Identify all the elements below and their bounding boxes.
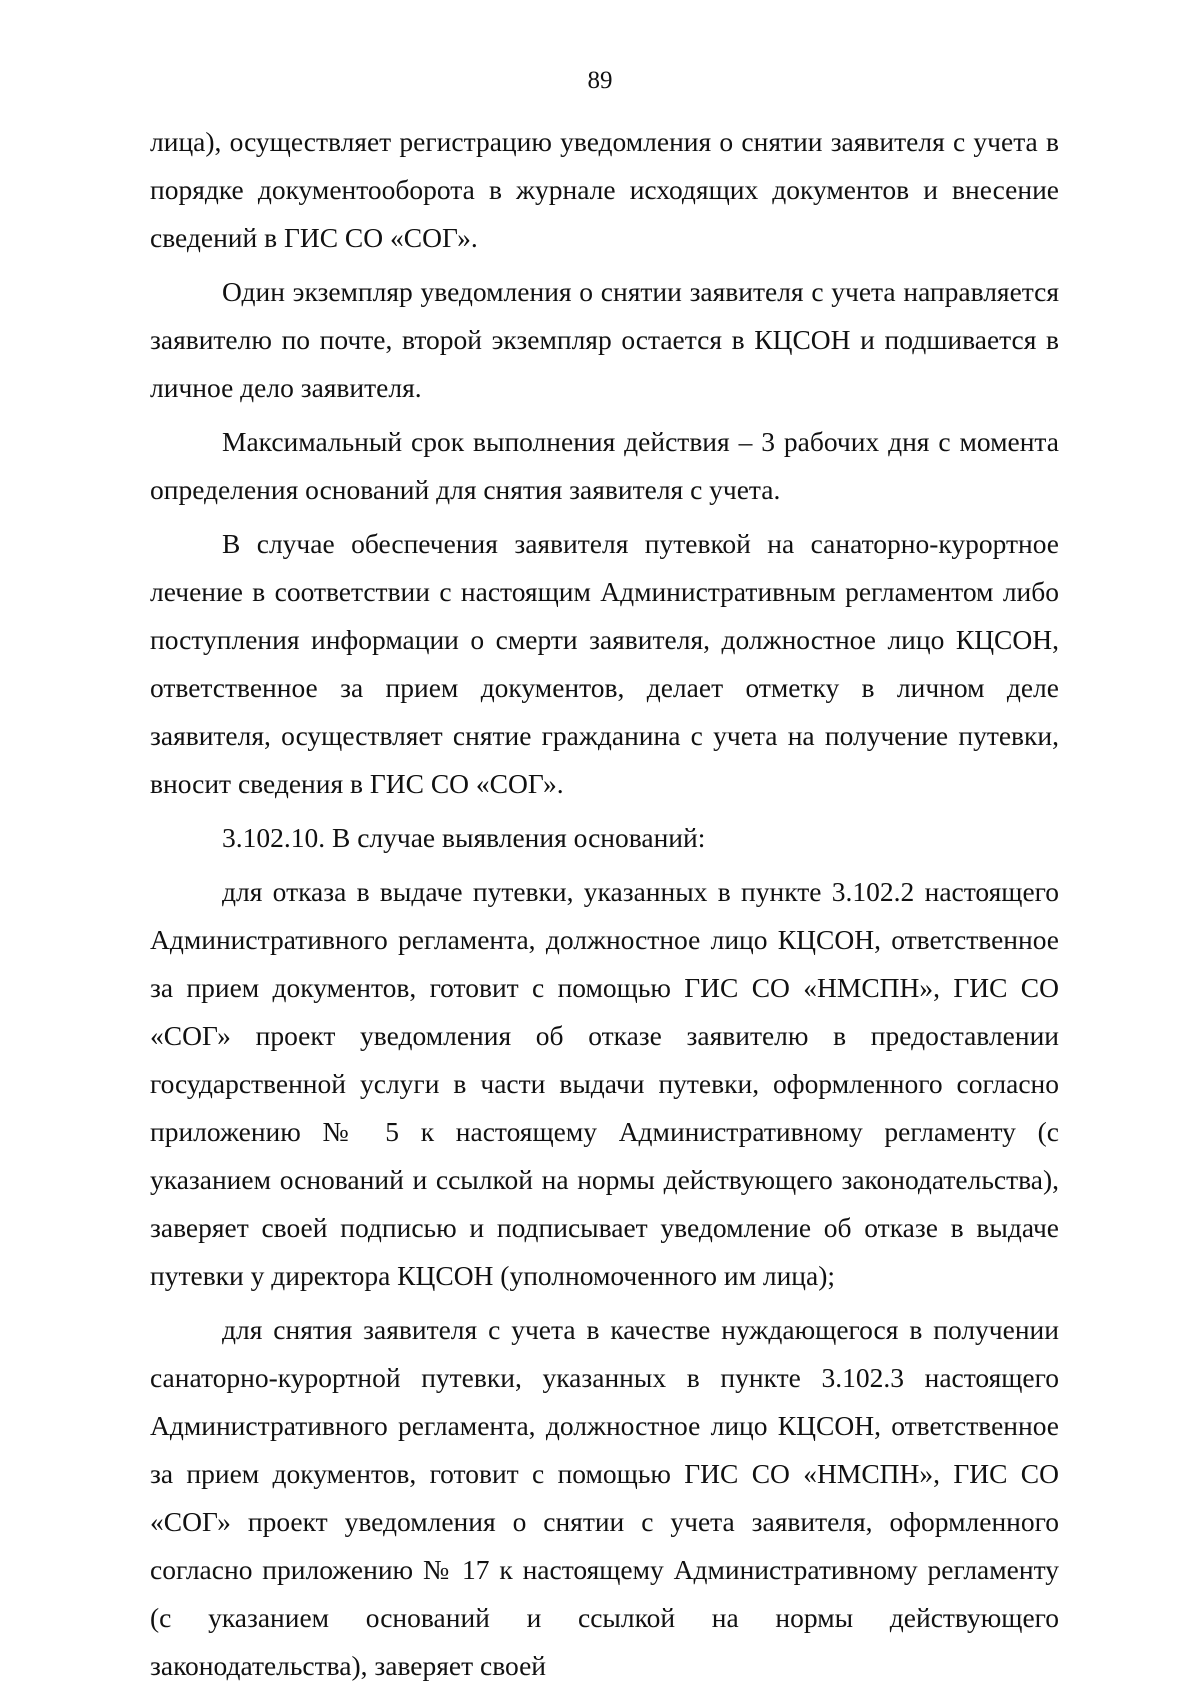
page-number: 89 bbox=[587, 67, 613, 94]
paragraph-notice-copies: Один экземпляр уведомления о снятии заявителя с учета направляется заявителю по почте, второй экземпляр остается в КЦСОН и подшивается в личное дело заявителя. bbox=[150, 276, 1059, 403]
paragraph-deregistration: для снятия заявителя с учета в качестве нуждающегося в получении санаторно-курортной путевки, указанных в пункте 3.102.3 настоящего Административного регламента, должностное лицо КЦСОН, ответственное за прием документов, готовит с помощью ГИС СО «НМСПН», ГИС СО «СОГ» проект уведомления о снятии с учета заявителя, оформленного согласно приложению № 17 к настоящему Административному регламенту (с указанием оснований и ссылкой на нормы действующего законодательства), заверяет своей bbox=[150, 1314, 1059, 1681]
section-heading-3-102-10: 3.102.10. В случае выявления оснований: bbox=[222, 822, 706, 853]
paragraph-max-term: Максимальный срок выполнения действия – 3 рабочих дня с момента определения оснований для снятия заявителя с учета. bbox=[150, 426, 1059, 505]
document-body bbox=[150, 118, 1059, 1690]
paragraph-refusal: для отказа в выдаче путевки, указанных в пункте 3.102.2 настоящего Административного регламента, должностное лицо КЦСОН, ответственное за прием документов, готовит с помощью ГИС СО «НМСПН», ГИС СО «СОГ» проект уведомления об отказе заявителю в предоставлении государственной услуги в части выдачи путевки, оформленного согласно приложению № 5 к настоящему Административному регламенту (с указанием оснований и ссылкой на нормы действующего законодательства), заверяет своей подписью и подписывает уведомление об отказе в выдаче путевки у директора КЦСОН (уполномоченного им лица); bbox=[150, 876, 1059, 1291]
paragraph-voucher-provided: В случае обеспечения заявителя путевкой на санаторно-курортное лечение в соответствии с настоящим Административным регламентом либо поступления информации о смерти заявителя, должностное лицо КЦСОН, ответственное за прием документов, делает отметку в личном деле заявителя, осуществляет снятие гражданина с учета на получение путевки, вносит сведения в ГИС СО «СОГ». bbox=[150, 528, 1059, 799]
paragraph-continuation: лица), осуществляет регистрацию уведомления о снятии заявителя с учета в порядке документооборота в журнале исходящих документов и внесение сведений в ГИС СО «СОГ». bbox=[150, 126, 1059, 253]
